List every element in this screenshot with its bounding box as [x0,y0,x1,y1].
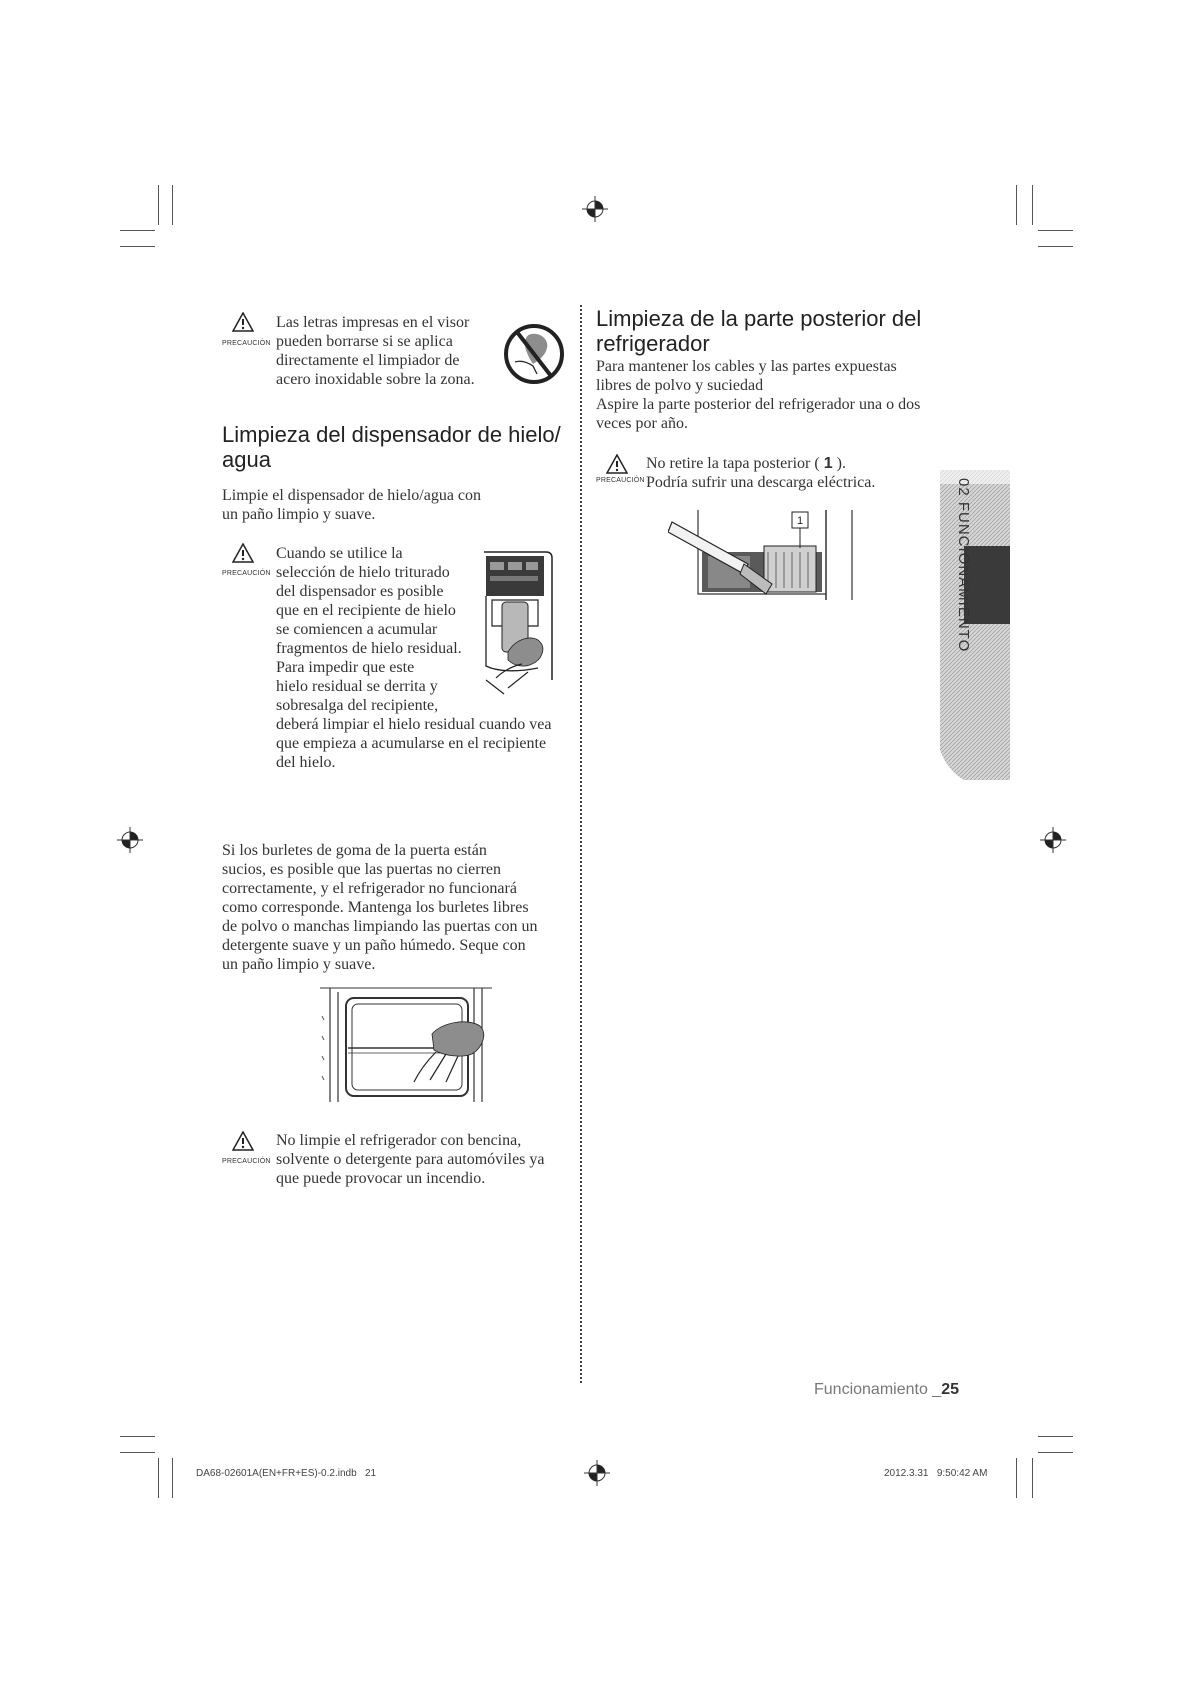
warning-icon [232,1131,254,1151]
caution-crushed-ice-text: Cuando se utilice la selección de hielo triturado del dispensador es posible que en el recipiente de hielo se comiencen a acumular fragmentos de hielo residual. Para impedir que este hielo residual se derrita y sobresalga del recipiente, deberá limpiar el hielo residual cuando vea que empieza a acumularse en el recipiente del hielo. [276,545,552,771]
warning-icon [232,312,254,332]
caution-label: PRECAUCIÓN [222,570,271,577]
rear-cleaning-heading: Limpieza de la parte posterior del refrigerador [596,306,922,356]
dispenser-illustration [478,548,558,698]
caution-rear-cover-text: No retire la tapa posterior ( 1 ). [646,455,846,472]
door-gasket-illustration [318,986,494,1104]
registration-mark-icon [1040,827,1066,853]
warning-icon [606,454,628,474]
ice-water-intro: Limpie el dispensador de hielo/agua con un paño limpio y suave. [222,487,482,523]
print-timestamp: 2012.3.31 9:50:42 AM [884,1468,988,1479]
caution-stainless-text: Las letras impresas en el visor pueden borrarse si se aplica directamente el limpiador de acero inoxidable sobre la zona. [276,314,475,388]
caution-label: PRECAUCIÓN [596,477,645,484]
page-footer: Funcionamiento _25 [814,1381,959,1398]
registration-mark-icon [584,1460,610,1486]
callout-number: 1 [796,515,804,527]
registration-mark-icon [582,196,608,222]
caution-shock-text: Podría sufrir una descarga eléctrica. [646,474,876,491]
rear-cleaning-intro: Para mantener los cables y las partes expuestas libres de polvo y suciedad Aspire la parte posterior del refrigerador una o dos veces por año. [596,358,921,432]
no-cloth-icon [503,318,565,390]
ice-water-heading: Limpieza del dispensador de hielo/ agua [222,422,561,472]
chapter-tab-label: 02 FUNCIONAMIENTO [955,478,972,653]
registration-mark-icon [117,827,143,853]
caution-label: PRECAUCIÓN [222,340,271,347]
door-gasket-text: Si los burletes de goma de la puerta están sucios, es posible que las puertas no cierren correctamente, y el refrigerador no funcionará como corresponde. Mantenga los burletes libres de polvo o manchas limpiando las puertas con un detergente suave y un paño húmedo. Seque con un paño limpio y suave. [222,842,538,973]
warning-icon [232,543,254,563]
caution-benzene-text: No limpie el refrigerador con bencina, solvente o detergente para automóviles ya que puede provocar un incendio. [276,1132,545,1187]
file-info: DA68-02601A(EN+FR+ES)-0.2.indb 21 [196,1468,377,1479]
caution-label: PRECAUCIÓN [222,1158,271,1165]
rear-cover-illustration [668,508,864,606]
